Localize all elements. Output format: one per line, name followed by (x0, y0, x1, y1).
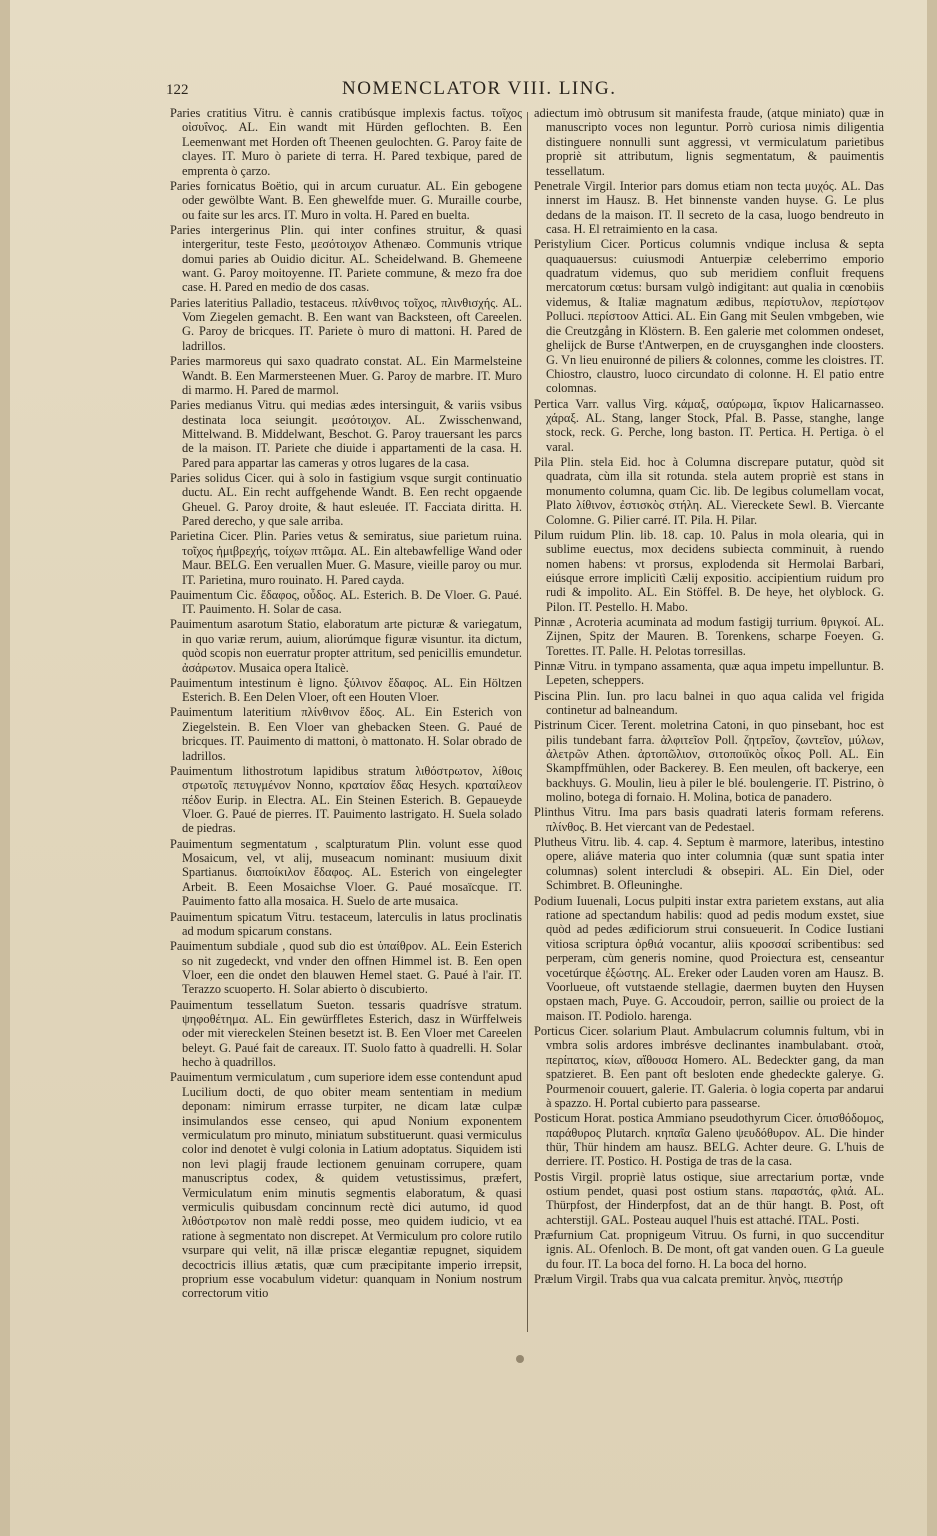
dictionary-entry (534, 1228, 884, 1271)
entry-definition: adiectum imò obtrusum sit manifesta fraude, (atque miniato) quæ in manuscripto voces non leguntur. Porrò curiosa nimis diligentia distinguere nonnulli sunt aggressi, vt vermiculatum parietibus propriè sit attributum, lignis segmentatum, & pauimentis tessellatum. (534, 106, 884, 178)
dictionary-entry (534, 805, 884, 834)
entry-definition: Vitru. Ima pars basis quadrati lateris formam referens. πλίνθος. B. Het viercant van de Pedestael. (546, 805, 885, 834)
dictionary-entry (534, 106, 884, 178)
dictionary-entry (534, 1272, 884, 1286)
entry-headword: Paries medianus (170, 398, 253, 413)
entry-definition: , scalpturatum Plin. volunt esse quod Mosaicum, vel, vt alij, museacum nominant: musiuum dixit Spartianus. διαποίκιλον ἔδαφος. AL. Esterich von eingelegter Arbeit. B. Eeen Mosaichse Vloer. G. Paué mosaïcque. IT. Pauimento fatto alla mosaica. H. Suelo de arte musaica. (182, 836, 522, 909)
entry-headword: Pauimentum intestinum (170, 675, 292, 690)
page-edge-left (0, 0, 10, 1536)
dictionary-entry (534, 689, 884, 718)
entry-headword: Præfurnium (534, 1228, 594, 1243)
entry-definition: Vitru. in tympano assamenta, quæ aqua impetu impelluntur. B. Lepeten, scheppers. (546, 659, 884, 688)
dictionary-entry (534, 894, 884, 1024)
dictionary-entry (170, 764, 522, 836)
entry-headword: Plinthus (534, 805, 575, 820)
entry-headword: Pila (534, 454, 554, 469)
entry-headword: Parietina (170, 529, 215, 544)
dictionary-entry (534, 1024, 884, 1110)
entry-definition: Vitru. è cannis cratibúsque implexis factus. τοῖχος οἰσυΐνος. AL. Ein wandt mit Hürden geflochten. B. Een Leemenwant met Horden oft Theenen geulochten. G. Paroy faite de clayes. IT. Muro ò pariete di terra. H. Pared texbique, pared de emprenta ò çarzo. (182, 106, 523, 178)
entry-definition: Iuuenali, Locus pulpiti instar extra parietem exstans, aut alia ratione ad spectandum habilis: quod ad pedis modum exstet, siue quòd ad pedes ædificiorum strui consueuerit. In Codice Iustiani vitiosa scriptura ὀρθιά vocantur, aliis κροσσαί scribentibus: sed perperam, cùm generis nomine, quod Proiectura est, censeantur vocetúrque ἐξώστης. AL. Ereker oder Lauden voren am Hausz. B. Voorlueue, oft vutstaende stellagie, daermen buyten den Huysen opstaen mach, Puye. G. Accoudoir, perron, saillie ou proiect de la maison. IT. Podiolo. harenga. (546, 893, 884, 1023)
dictionary-entry (170, 705, 522, 763)
entry-headword: Posticum (534, 1111, 581, 1126)
entry-definition: Cicer. Plin. Paries vetus & semiratus, siue parietum ruina. τοῖχος ἡμιβρεχής, τοίχων πτῶμα. AL. Ein altebawfellige Wand oder Maur. BELG. Een veruallen Muer. G. Masure, vieille paroy ou mur. IT. Parietina, muro rouinato. H. Pared cayda. (182, 529, 523, 587)
entry-headword: Peristylium (534, 237, 592, 252)
page-edge-right (927, 0, 937, 1536)
entry-definition: Cic. ἔδαφος, οὖδος. AL. Esterich. B. De Vloer. G. Paué. IT. Pauimento. H. Solar de casa. (182, 587, 522, 617)
entry-definition: , Acroteria acuminata ad modum fastigij turrium. θριγκοί. AL. Zijnen, Spitz der Mauren. B. Torenkens, scharpe Foeyen. G. Torettes. IT. Palle. H. Pelotas torresillas. (546, 615, 884, 658)
dictionary-entry (170, 588, 522, 617)
dictionary-entry (534, 718, 884, 804)
entry-headword: Pauimentum asarotum (170, 617, 283, 632)
dictionary-entry (534, 835, 884, 893)
entry-headword: Paries solidus (170, 470, 241, 485)
dictionary-entry (170, 837, 522, 909)
entry-headword: Pinnæ (534, 659, 565, 674)
dictionary-entry (170, 106, 522, 178)
entry-definition: Plin. lib. 18. cap. 10. Palus in mola olearia, qui in sublime euectus, mox decidens subiecta comminuit, à ruendo nomen habens: vt prorsus, explodenda sit Hermolai Barbari, eiúsque errore implicitì Cælij expositio. accipientium ruidum pro rudi & impolito. AL. Ein Stöffel. B. De heye, het olyblock. G. Pilon. IT. Pestello. H. Mabo. (546, 527, 885, 614)
right-column (534, 106, 884, 1287)
dictionary-entry (534, 1170, 884, 1228)
running-title: NOMENCLATOR VIII. LING. (342, 78, 617, 99)
entry-headword: Pauimentum segmentatum (170, 836, 307, 851)
dictionary-entry (170, 179, 522, 222)
dictionary-entry (170, 296, 522, 354)
entry-definition: Virgil. Interior pars domus etiam non tecta μυχός. AL. Das innerst im Hausz. B. Het binnenste vanden huyse. G. Le plus dedans de la maison. IT. Il secreto de la casa, luogo bendreuto in casa. H. El retraimiento en la casa. (546, 178, 884, 237)
entry-headword: Porticus (534, 1023, 575, 1038)
entry-headword: Piscina (534, 688, 570, 703)
entry-headword: Paries cratitius (170, 106, 247, 120)
entry-headword: Paries lateritius (170, 295, 248, 310)
entry-headword: Paries intergerinus (170, 222, 270, 237)
dictionary-entry (170, 939, 522, 997)
dictionary-entry (534, 397, 884, 455)
entry-definition: Varr. vallus Virg. κάμαξ, σαύρωμα, ἴκριον Halicarnasseo. χάραξ. AL. Stang, langer Stock, Pfal. B. Passe, stanghe, lange stock, reck. G. Perche, long baston. IT. Pertica. H. Pertiga. ò el varal. (546, 396, 884, 454)
entry-definition: Vitru. testaceum, laterculis in latus proclinatis ad modum spicarum constans. (182, 909, 522, 938)
entry-definition: Horat. postica Ammiano pseudothyrum Cicer. ὀπισθόδομος, παράθυρος Plutarch. κηπαῖα Galeno ψευδόθυρον. AL. Die hinder thür, Thür hindem am hausz. BELG. Achter deure. G. L'huis de derriere. IT. Postico. H. Postiga de tras de la casa. (546, 1111, 884, 1169)
entry-headword: Pauimentum spicatum (170, 909, 283, 924)
entry-definition: qui saxo quadrato constat. AL. Ein Marmelsteine Wandt. B. Een Marmersteenen Muer. G. Paroy de marbre. IT. Muro di marmo. H. Pared de marmol. (182, 354, 522, 397)
dictionary-entry (170, 471, 522, 529)
entry-headword: Pauimentum lateritium (170, 705, 292, 720)
dictionary-entry (170, 676, 522, 705)
entry-definition: Palladio, testaceus. πλίνθινος τοῖχος, πλινθισχής. AL. Vom Ziegelen gemacht. B. Een want van Backsteen, oft Careelen. G. Paroy de bricques. IT. Pariete ò muro di mattoni. H. Pared de ladrillos. (182, 295, 522, 353)
entry-headword: Pauimentum subdiale (170, 939, 279, 954)
entry-definition: Plin. stela Eid. hoc à Columna discrepare putatur, quòd sit quadrata, cùm illa sit rotunda. stela autem propriè est stans in monumento columna, quam Cic. lib. De legibus columellam vocat, Plato λίθινον, ἐστισκὸς στήλη. AL. Viereckete Sewl. B. Viercante Colomne. G. Pilier carré. IT. Pila. H. Pilar. (546, 454, 884, 527)
entry-headword: Paries fornicatus (170, 178, 256, 193)
entry-headword: Pauimentum vermiculatum (170, 1070, 305, 1085)
entry-headword: Penetrale (534, 178, 581, 193)
entry-definition: lapidibus stratum λιθόστρωτον, λίθοις στρωτοῖς πετυγμένον Nonno, κραταίον ἔδας Hesych. κραταίλεον πέδον Eurip. in Electra. AL. Ein Steinen Esterich. B. Gepaueyde Vloer. G. Paué de pierres. IT. Pauimento lastrigato. H. Suela solado de piedras. (182, 763, 522, 836)
entry-headword: Pertica (534, 396, 569, 411)
dictionary-entry (170, 1070, 522, 1301)
entry-definition: Virgil. propriè latus ostique, siue arrectarium portæ, vnde ostium pendet, quasi post ostium stans. παραστάς, φλιά. AL. Thürpfost, der Hinderpfost, dat an de thür hangt. B. Post, oft achterstijl. GAL. Posteau auquel l'huis est attaché. ITAL. Posti. (546, 1169, 884, 1227)
dictionary-entry (534, 615, 884, 658)
dictionary-entry (170, 998, 522, 1070)
paper-blemish (516, 1355, 524, 1363)
entry-definition: Cicer. qui à solo in fastigium vsque surgit continuatio ductu. AL. Ein recht auffgehende Wandt. B. Een recht opgaende Gheuel. G. Paroy droite, & haut esleuée. IT. Facciata diritta. H. Pared derecho, y que sale arriba. (182, 470, 523, 529)
entry-definition: Plin. qui inter confines struitur, & quasi intergeritur, teste Festo, μεσότοιχον Athenæo. Communis vtrique domui paries ab Ouidio dicitur. AL. Scheidelwand. B. Ghemeene want. G. Paroy moitoyenne. IT. Pariete commune, & mezo fra doe case. H. Pared en medio de dos casas. (182, 222, 522, 295)
left-column (170, 106, 522, 1302)
column-divider (527, 112, 528, 1332)
entry-definition: è ligno. ξύλινον ἔδαφος. AL. Ein Höltzen Esterich. B. Een Delen Vloer, oft een Houten Vloer. (182, 675, 522, 705)
entry-headword: Pistrinum (534, 718, 583, 733)
dictionary-entry (170, 354, 522, 397)
dictionary-entry (170, 529, 522, 587)
entry-definition: Vitru. lib. 4. cap. 4. Septum è marmore, lateribus, intestino opere, aliáve materia quo inter columnia (quæ sunt spatia inter columnas) solent intercludi & obsepiri. AL. Ein Diel, oder Schimbret. B. Ofleuninghe. (546, 835, 884, 893)
entry-definition: Boëtio, qui in arcum curuatur. AL. Ein gebogene oder gewölbte Want. B. Een ghewelfde muer. G. Muraille courbe, ou faite sur les arcs. IT. Muro in volta. H. Pared en buelta. (182, 178, 522, 222)
entry-definition: , cum superiore idem esse contendunt apud Lucilium docti, de quo obiter meam sententiam in medium deponam: nimirum errasse turpiter, ne dicam latæ culpæ insimulandos esse censeo, qui apud Nonium exponentem vermiculatum pro minuto, miniatum substituerunt. quasi vermiculus color ind denotet è vulgi colonia in Latium adoptatus. Siquidem isti non levi plagij fraude lectionem genuinam corrupere, quam manuscriptus codex, & quidem vetustissimus, præfert, Vermiculatum enim minutis segmentis elaboratum, & quasi vermiculis quibusdam concinnum rectè dici autumo, id quod λιθόστρωτον non malè reddi posse, meo quidem iudicio, vt ea ratione à segmentato non discrepet. At Vermiculum pro colore rutilo vsurpare qui velit, nā illæ priscæ elegantiæ repugnet, siquidem decoctricis illius ætatis, quæ cum præcipitante imperio irrepsit, proprium esse vocabulum videtur: quanquam in Nonium nostrum correctorum vitio (182, 1070, 522, 1301)
entry-headword: Pilum ruidum (534, 527, 606, 542)
entry-definition: , quod sub dio est ὑπαίθρον. AL. Eein Esterich so nit zugedeckt, vnd vnder den offnen Himmel ist. B. Een open Vloer, een die ondet den blauwen Hemel staet. G. Paué à l'air. IT. Terazzo scuoperto. H. Solar abierto ò discubierto. (182, 939, 522, 997)
dictionary-entry (534, 237, 884, 395)
entry-headword: Plutheus (534, 835, 577, 850)
entry-definition: Cicer. Porticus columnis vndique inclusa & septa quaquauersus: cuiusmodi Antuerpiæ celeberrimo emporio quadratum videmus, quo sub meridiem confluit frequens mercatorum cœtus: bursam vulgò indigitant: aut qualia in cœnobiis videmus, & Italiæ magnatum ædibus, περίστυλον, περίστῳον Polluci. περίστοον Attici. AL. Ein Gang mit Seulen vmbgeben, wie die Creutzgång in Klöstern. B. Een galerie met colommen ondeset, ghelijck de Burse t'Antwerpen, en de cruysganghen inde cloosters. G. Vn lieu enuironné de piliers & colonnes, comme les cloistres. IT. Chiostro, claustro, luoco circundato di colonne. H. El patio entre colomnas. (546, 237, 884, 396)
entry-definition: Sueton. tessaris quadrísve stratum. ψηφοθέτημα. AL. Ein gewürffletes Esterich, dasz in Würffelweis oder mit viereckelen Steinen besetzt ist. B. Een Vloer met Careelen beleyt. G. Paué fait de careaux. IT. Suolo fatto à quadrelli. H. Solar hecho à quadrillos. (182, 997, 522, 1070)
dictionary-entry (534, 659, 884, 688)
entry-definition: Virgil. Trabs qua vua calcata premitur. ληνὸς, πιεστήρ (575, 1272, 843, 1287)
entry-definition: πλίνθινον ἔδος. AL. Ein Esterich von Ziegelstein. B. Een Vloer van ghebacken Steen. G. Paué de bricques. IT. Pauimento di mattoni, ò mattonato. H. Solar obrado de ladrillos. (182, 705, 522, 763)
entry-definition: Plin. Iun. pro lacu balnei in quo aqua calida vel frigida continetur ad balneandum. (546, 688, 884, 718)
entry-definition: Statio, elaboratum arte picturæ & variegatum, in quo variæ rerum, auium, aliorúmque figuræ visuntur. ita dictum, quòd scopis non euerratur propter attritum, sed penicillis emundetur. ἀσάρωτον. Musaica opera Italicè. (182, 617, 522, 675)
entry-definition: Cicer. solarium Plaut. Ambulacrum columnis fultum, vbi in vmbra solis ardores imbrésve declinantes inambulabant. στοὰ, περίπατος, κίων, αἴθουσα Homero. AL. Bedeckter gang, da man spatzieret. B. Een pant oft besloten ende ghedeckte galerye. G. Pourmenoir couuert, galerie. IT. Galeria. ò logia coperta par andarui à spazzo. H. Portal cubierto para passearse. (546, 1023, 884, 1110)
entry-headword: Pinnæ (534, 615, 565, 629)
dictionary-entry (170, 223, 522, 295)
dictionary-entry (170, 398, 522, 470)
entry-headword: Pauimentum lithostrotum (170, 763, 304, 778)
entry-definition: Cat. propnigeum Vitruu. Os furni, in quo succenditur ignis. AL. Ofenloch. B. De mont, oft gat vanden ouen. G La gueule du four. IT. La boca del forno. H. La boca del horno. (546, 1228, 884, 1271)
dictionary-entry (534, 455, 884, 527)
page-number: 122 (166, 82, 189, 98)
entry-headword: Podium (534, 893, 573, 908)
dictionary-entry (534, 179, 884, 237)
entry-headword: Postis (534, 1169, 564, 1184)
dictionary-entry (534, 528, 884, 614)
entry-definition: Cicer. Terent. moletrina Catoni, in quo pinsebant, hoc est pilis tundebant farra. ἀλφιτεῖον Poll. ζητρεῖον, ζωντεῖον, μύλων, ἀλετρῶν Athen. ἀρτοπῶλιον, σιτοποιϊκὸς οἶκος Poll. AL. Ein Skampffmühlen, oder Backerey. B. Een meulen, oft backerye, een backhuys. G. Moulin, lieu à piler le blé. boulengerie. IT. Pistrino, ò molino, botega di fornaio. H. Molina, botica de panadero. (546, 718, 884, 805)
entry-headword: Pauimentum (170, 587, 233, 602)
dictionary-entry (170, 910, 522, 939)
entry-definition: Vitru. qui medias ædes intersinguit, & variis vsibus destinata loca seiungit. μεσότοιχον. AL. Zwisschenwand, Mittelwand. B. Middelwant, Beschot. G. Paroy trauersant les parcs de la maison. IT. Pariete che diuide i appartamenti de la casa. H. Pared para appartar las cameras y otros lugares de la casa. (182, 398, 523, 470)
dictionary-entry (170, 617, 522, 675)
entry-headword: Prælum (534, 1272, 573, 1287)
entry-headword: Paries marmoreus (170, 354, 262, 369)
page-header (166, 78, 886, 106)
dictionary-entry (534, 1111, 884, 1169)
entry-headword: Pauimentum tessellatum (170, 997, 303, 1012)
